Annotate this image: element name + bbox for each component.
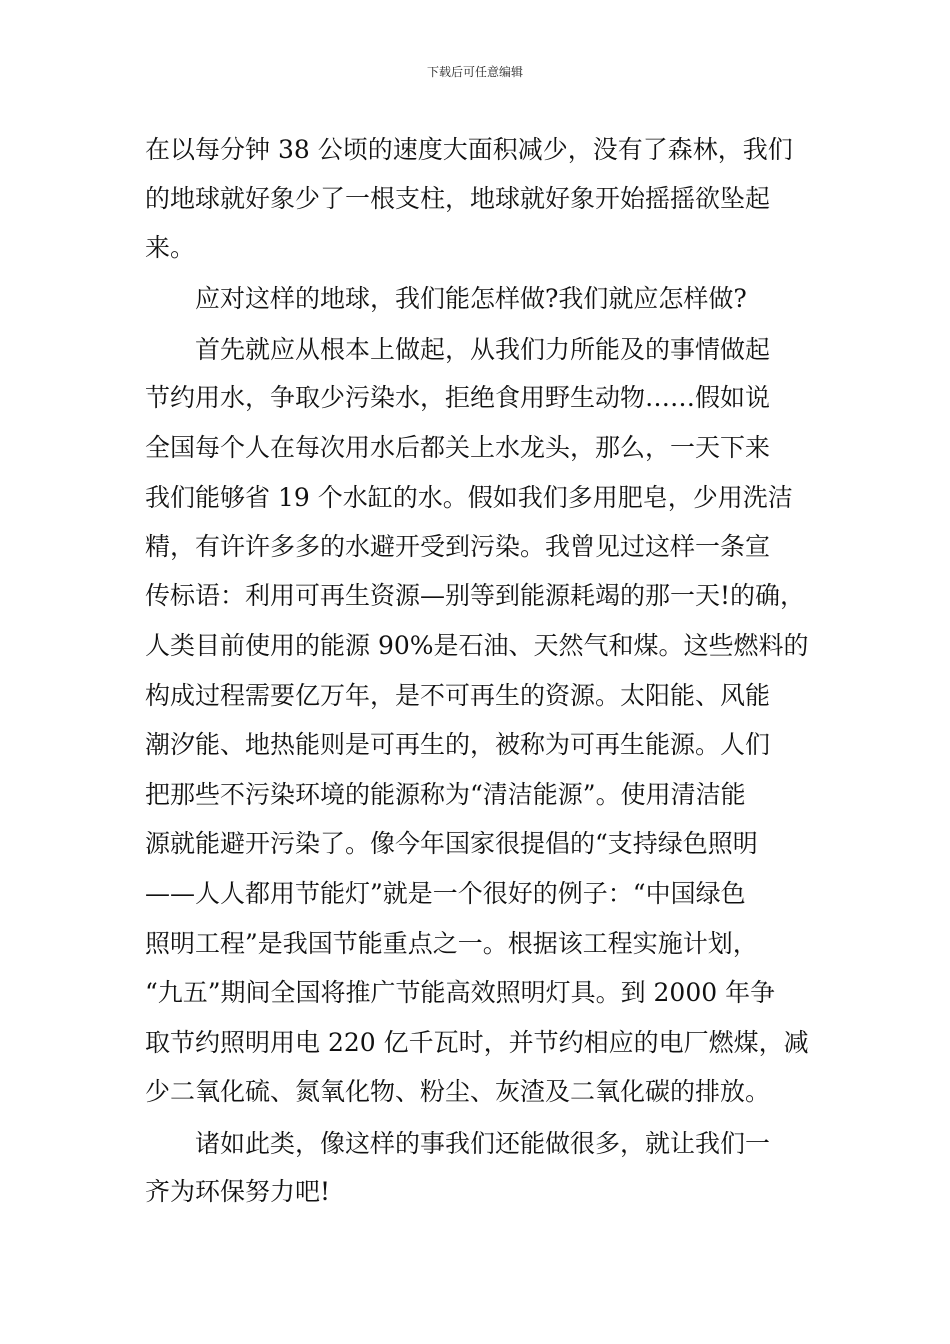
text-line: “九五”期间全国将推广节能高效照明灯具。到 2000 年争 [145,978,776,1007]
text-line: 应对这样的地球，我们能怎样做?我们就应怎样做? [195,284,747,313]
text-line: 精，有许许多多的水避开受到污染。我曾见过这样一条宣 [145,532,771,561]
text-line: 把那些不污染环境的能源称为“清洁能源”。使用清洁能 [145,780,746,809]
text-line: 的地球就好象少了一根支柱，地球就好象开始摇摇欲坠起 [145,184,771,213]
text-line: 传标语：利用可再生资源—别等到能源耗竭的那一天!的确， [145,581,806,610]
text-line: 照明工程”是我国节能重点之一。根据该工程实施计划， [145,929,758,958]
text-line: 构成过程需要亿万年，是不可再生的资源。太阳能、风能 [145,681,771,710]
text-line: 人类目前使用的能源 90%是石油、天然气和煤。这些燃料的 [145,631,809,660]
text-line: 在以每分钟 38 公顷的速度大面积减少，没有了森林，我们 [145,135,793,164]
text-line: 节约用水，争取少污染水，拒绝食用野生动物……假如说 [145,383,771,412]
text-line: 全国每个人在每次用水后都关上水龙头，那么，一天下来 [145,433,771,462]
page-header: 下载后可任意编辑 [426,65,523,79]
text-line: 诸如此类，像这样的事我们还能做很多，就让我们一 [195,1129,771,1158]
text-line: 潮汐能、地热能则是可再生的，被称为可再生能源。人们 [145,730,771,759]
text-line: 齐为环保努力吧! [145,1177,331,1206]
text-line: ——人人都用节能灯”就是一个很好的例子：“中国绿色 [145,879,746,908]
text-line: 我们能够省 19 个水缸的水。假如我们多用肥皂，少用洗洁 [145,483,793,512]
text-line: 源就能避开污染了。像今年国家很提倡的“支持绿色照明 [145,829,758,858]
text-line: 来。 [145,233,196,262]
text-line: 少二氧化硫、氮氧化物、粉尘、灰渣及二氧化碳的排放。 [145,1077,771,1106]
text-line: 首先就应从根本上做起，从我们力所能及的事情做起 [195,335,771,364]
text-line: 取节约照明用电 220 亿千瓦时，并节约相应的电厂燃煤，减 [145,1028,809,1057]
